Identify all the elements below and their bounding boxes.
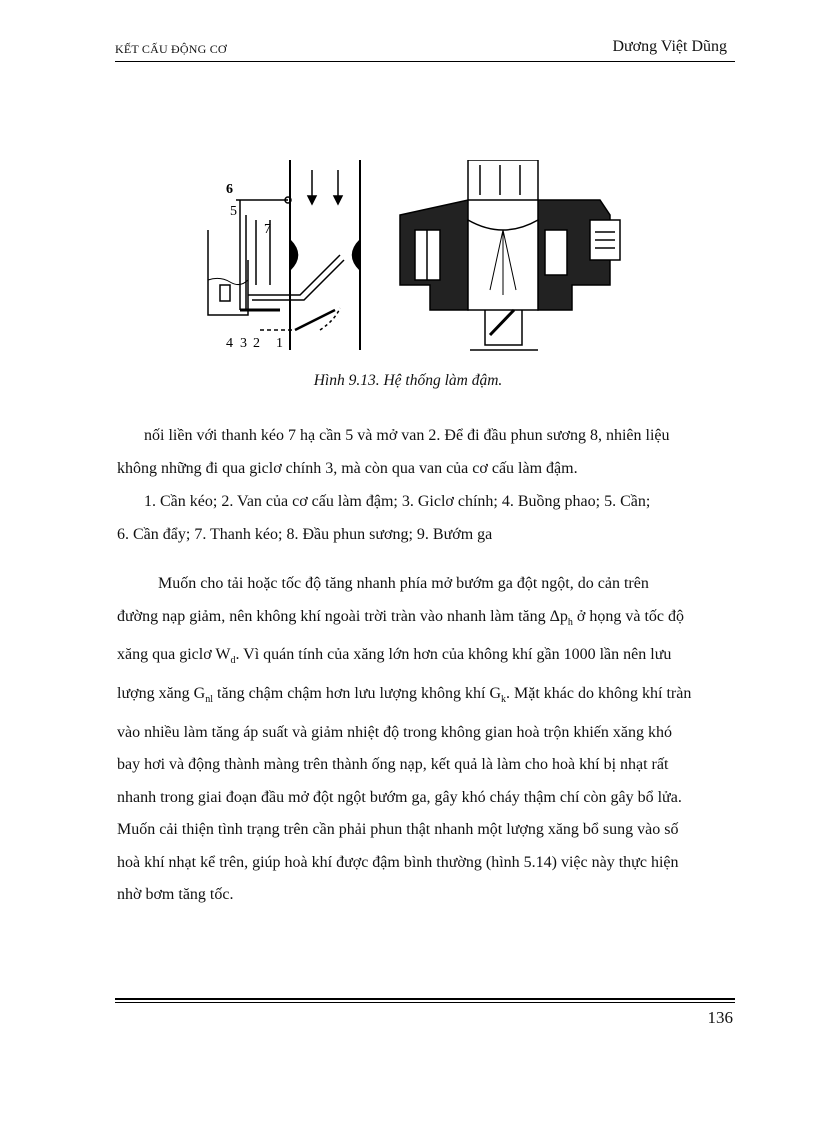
- legend-line-2: 6. Cần đẩy; 7. Thanh kéo; 8. Đầu phun sương; 9. Bướm ga: [117, 525, 493, 543]
- label-4: 4: [226, 336, 233, 351]
- paragraph-3-line-9: hoà khí nhạt kể trên, giúp hoà khí được đậm bình thường (hình 5.14) việc này thực hiện: [117, 853, 679, 871]
- page-header: [115, 38, 735, 62]
- paragraph-3-line-10: nhờ bơm tăng tốc.: [117, 886, 234, 904]
- label-3: 3: [240, 336, 247, 351]
- paragraph-3-line-5: vào nhiều làm tăng áp suất và giảm nhiệt độ trong không gian hoà trộn khiến xăng khó: [117, 723, 672, 741]
- paragraph-3-line-4: lượng xăng $G_{nl}$ tăng chậm chậm hơn lưu lượng không khí $G_k$. Mặt khác do không khí tràn: [117, 684, 692, 706]
- figure-caption: Hình 9.13. Hệ thống làm đậm.: [313, 372, 503, 389]
- paragraph-1-line-1: nối liền với thanh kéo 7 hạ cần 5 và mở van 2. Để đi đầu phun sương 8, nhiên liệu: [144, 427, 670, 444]
- footer-rule-thick: [115, 998, 735, 1000]
- header-rule: [115, 61, 735, 62]
- figure-9-13: [200, 160, 630, 360]
- paragraph-3-line-8: Muốn cải thiện tình trạng trên cần phải phun thật nhanh một lượng xăng bổ sung vào số: [117, 821, 679, 839]
- label-5: 5: [230, 204, 237, 219]
- paragraph-3-line-1: Muốn cho tải hoặc tốc độ tăng nhanh phía mở bướm ga đột ngột, do cản trên: [158, 575, 649, 592]
- paragraph-3-line-6: bay hơi và động thành màng trên thành ống nạp, kết quả là làm cho hoà khí bị nhạt rất: [117, 756, 669, 774]
- page-number: 136: [707, 1008, 733, 1027]
- page-footer: [115, 998, 735, 1038]
- carburetor-enrichment-diagram: [200, 160, 630, 360]
- label-7: 7: [264, 222, 271, 237]
- footer-rule-thin: [115, 1002, 735, 1003]
- legend-paragraph: [117, 486, 761, 551]
- label-2: 2: [253, 336, 260, 351]
- sectional-view-right: [400, 160, 620, 350]
- label-1: 1: [276, 336, 283, 351]
- paragraph-3: [117, 568, 761, 912]
- paragraph-3-line-2: đường nạp giảm, nên không khí ngoài trời tràn vào nhanh làm tăng $\Delta p_h$ ở họng và tốc độ: [117, 607, 685, 628]
- legend-line-1: 1. Cần kéo; 2. Van của cơ cấu làm đậm; 3. Giclơ chính; 4. Buồng phao; 5. Cần;: [144, 493, 651, 510]
- header-author: Dương Việt Dũng: [612, 38, 727, 55]
- paragraph-3-line-3: xăng qua giclơ $W_d$. Vì quán tính của xăng lớn hơn của không khí gần 1000 lần nên lưu: [117, 646, 672, 667]
- paragraph-3-line-7: nhanh trong giai đoạn đầu mở đột ngột bướm ga, gây khó cháy thậm chí còn gây bổ lửa.: [117, 788, 682, 806]
- header-title: KẾT CẤU ĐỘNG CƠ: [115, 42, 227, 56]
- label-6: 6: [226, 182, 233, 197]
- paragraph-1-line-2: không những đi qua giclơ chính 3, mà còn qua van của cơ cấu làm đậm.: [117, 459, 578, 477]
- paragraph-1: [117, 420, 761, 485]
- schematic-labels: [226, 182, 283, 351]
